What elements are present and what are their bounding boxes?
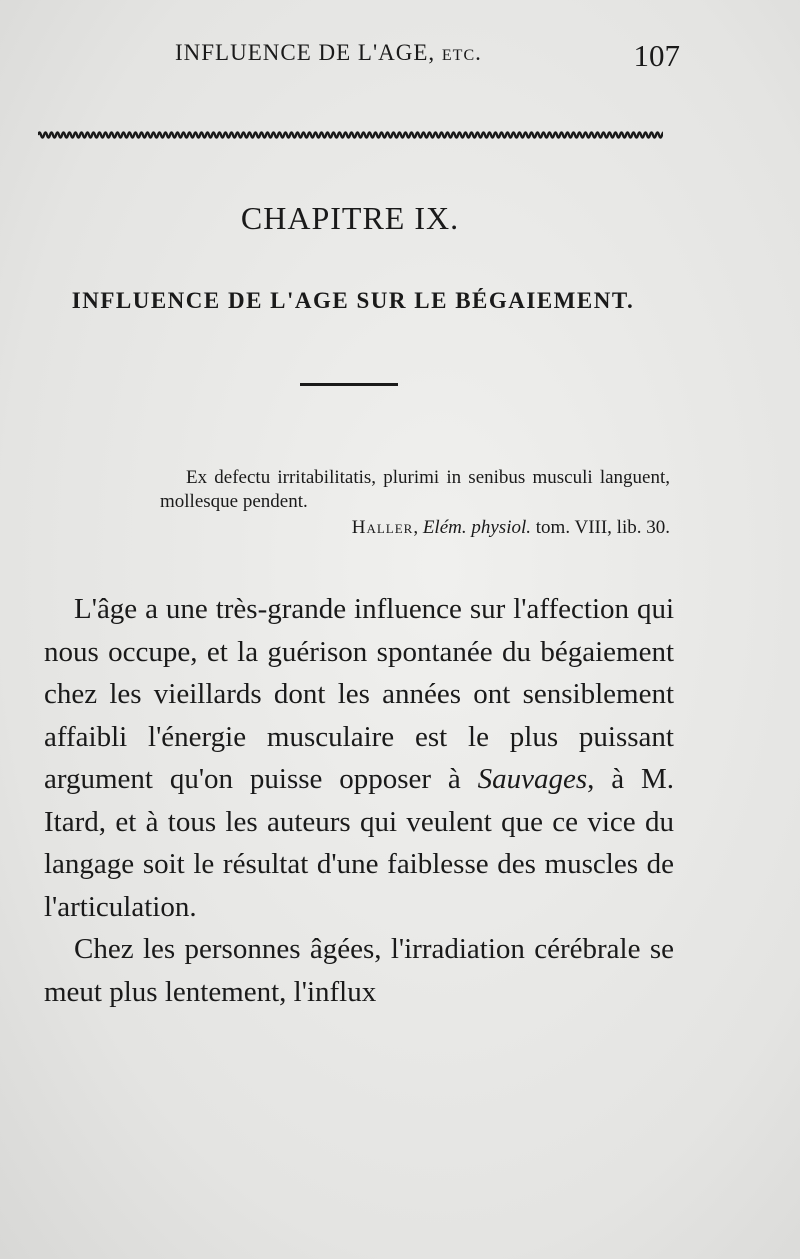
epigraph-citation: Haller, Elém. physiol. tom. VIII, lib. 30. [351, 517, 670, 538]
wavy-ornamental-rule [38, 128, 663, 142]
chapter-title: INFLUENCE DE L'AGE SUR LE BÉGAIEMENT. [71, 288, 635, 313]
page-number: 107 [633, 38, 680, 73]
paragraph-1-italic-name: Sauvages [477, 763, 588, 795]
short-rule [300, 383, 398, 386]
paragraph-2: Chez les personnes âgées, l'irradiation cérébrale se meut plus lentement, l'influx [44, 933, 674, 1008]
epigraph-author: Haller [351, 517, 414, 538]
running-head-title: INFLUENCE DE L'AGE, etc. [175, 40, 482, 65]
paragraph-1 [44, 588, 674, 928]
paragraph-1-start: L'âge a une très-grande influence sur l'affection qui nous occupe, et la guérison spontanée du bégaiement chez les vieillards dont les années ont sensiblement affaibli l'énergie musculaire est le plus puissant argument qu'on puisse opposer à [44, 593, 674, 795]
epigraph-text: Ex defectu irritabilitatis, plurimi in senibus musculi languent, mollesque pendent. [160, 467, 670, 512]
epigraph-reference: tom. VIII, lib. 30. [535, 517, 670, 538]
epigraph [160, 466, 670, 540]
body-text [44, 588, 674, 1013]
running-head [60, 38, 680, 78]
paragraph-1-end: , à M. Itard, et à tous les auteurs qui veulent que ce vice du langage soit le résultat d'une faiblesse des muscles de l'articulation. [44, 763, 674, 923]
epigraph-work: Elém. physiol. [422, 517, 532, 538]
chapter-number: CHAPITRE IX. [240, 200, 460, 236]
